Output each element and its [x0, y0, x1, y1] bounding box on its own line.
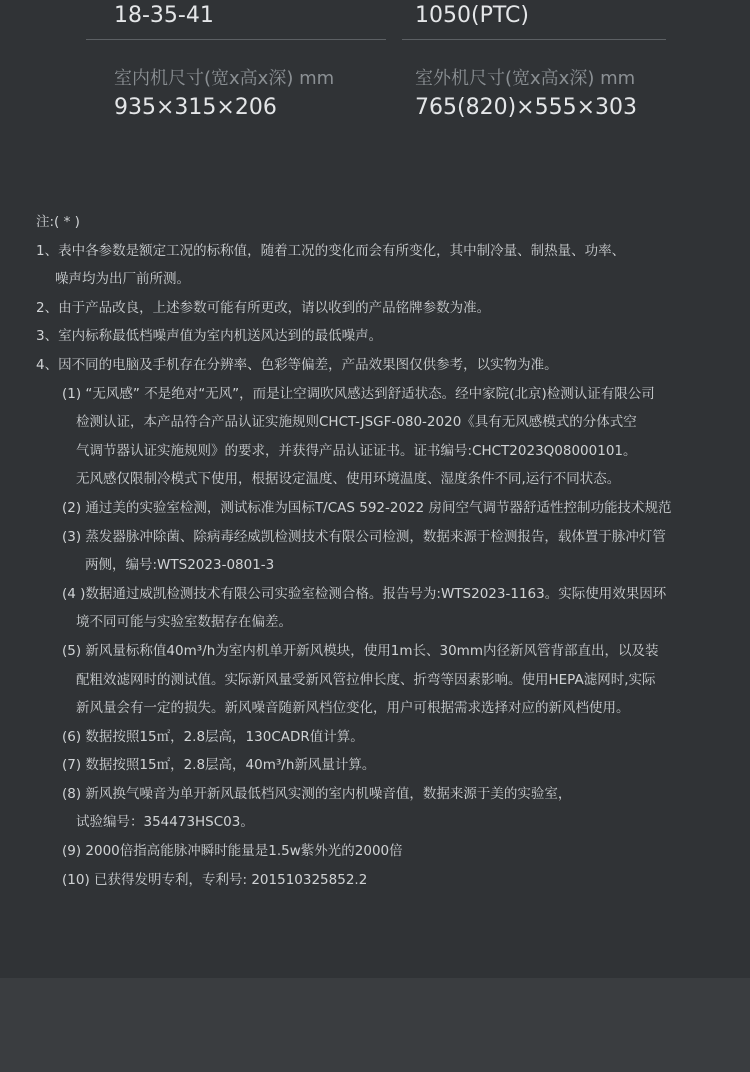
spec-label-outdoor-size: 室外机尺寸(宽x高x深) mm	[415, 68, 636, 89]
spec-value-indoor-size: 935×315×206	[114, 95, 277, 120]
spec-divider-right	[402, 39, 666, 40]
note-line: (1) “无风感” 不是绝对“无风”，而是让空调吹风感达到舒适状态。经中家院(北京)检测认证有限公司	[62, 385, 655, 402]
note-line: (7) 数据按照15㎡，2.8层高，40m³/h新风量计算。	[62, 757, 376, 774]
note-line: (8) 新风换气噪音为单开新风最低档风实测的室内机噪音值，数据来源于美的实验室，	[62, 785, 572, 802]
note-line: (9) 2000倍指高能脉冲瞬时能量是1.5w紫外光的2000倍	[62, 843, 403, 860]
spec-value-fan-speeds: 18-35-41	[114, 3, 214, 28]
note-line: (5) 新风量标称值40m³/h为室内机单开新风模块，使用1m长、30mm内径新风管背部直出，以及装	[62, 642, 659, 659]
spec-divider-left	[86, 39, 386, 40]
note-line: (4 )数据通过威凯检测技术有限公司实验室检测合格。报告号为:WTS2023-1163。实际使用效果因环	[62, 585, 667, 602]
note-line: 新风量会有一定的损失。新风噪音随新风档位变化，用户可根据需求选择对应的新风档使用。	[76, 700, 630, 717]
notes-section	[36, 208, 736, 894]
note-line: 4、因不同的电脑及手机存在分辨率、色彩等偏差，产品效果图仅供参考，以实物为准。	[36, 356, 558, 373]
note-line: (3) 蒸发器脉冲除菌、除病毒经威凯检测技术有限公司检测，数据来源于检测报告，载体置于脉冲灯管	[62, 528, 666, 545]
spec-value-ptc-power: 1050(PTC)	[415, 3, 529, 28]
note-line: 检测认证，本产品符合产品认证实施规则CHCT-JSGF-080-2020《具有无风感模式的分体式空	[76, 414, 637, 431]
note-line: 气调节器认证实施规则》的要求，并获得产品认证证书。证书编号:CHCT2023Q08000101。	[76, 442, 637, 459]
note-line: (10) 已获得发明专利，专利号: 201510325852.2	[62, 871, 368, 888]
note-line: 1、表中各参数是额定工况的标称值，随着工况的变化而会有所变化，其中制冷量、制热量、功率、	[36, 242, 626, 259]
note-line: 无风感仅限制冷模式下使用，根据设定温度、使用环境温度、湿度条件不同,运行不同状态。	[76, 471, 621, 488]
note-line: 两侧，编号:WTS2023-0801-3	[85, 557, 275, 574]
note-line: (6) 数据按照15㎡，2.8层高，130CADR值计算。	[62, 728, 364, 745]
footer-band	[0, 978, 750, 1072]
note-line: 配粗效滤网时的测试值。实际新风量受新风管拉伸长度、折弯等因素影响。使用HEPA滤网时,实际	[76, 671, 656, 688]
note-line: 境不同可能与实验室数据存在偏差。	[76, 614, 292, 631]
note-line: 试验编号：354473HSC03。	[76, 814, 254, 831]
note-line: 噪声均为出厂前所测。	[55, 271, 190, 288]
note-line: 2、由于产品改良，上述参数可能有所更改，请以收到的产品铭牌参数为准。	[36, 299, 491, 316]
notes-heading: 注:( * )	[36, 214, 80, 230]
note-line: 3、室内标称最低档噪声值为室内机送风达到的最低噪声。	[36, 328, 383, 345]
note-line: (2) 通过美的实验室检测，测试标准为国标T/CAS 592-2022 房间空气调节器舒适性控制功能技术规范	[62, 499, 672, 516]
spec-label-indoor-size: 室内机尺寸(宽x高x深) mm	[114, 68, 335, 89]
spec-value-outdoor-size: 765(820)×555×303	[415, 95, 637, 120]
